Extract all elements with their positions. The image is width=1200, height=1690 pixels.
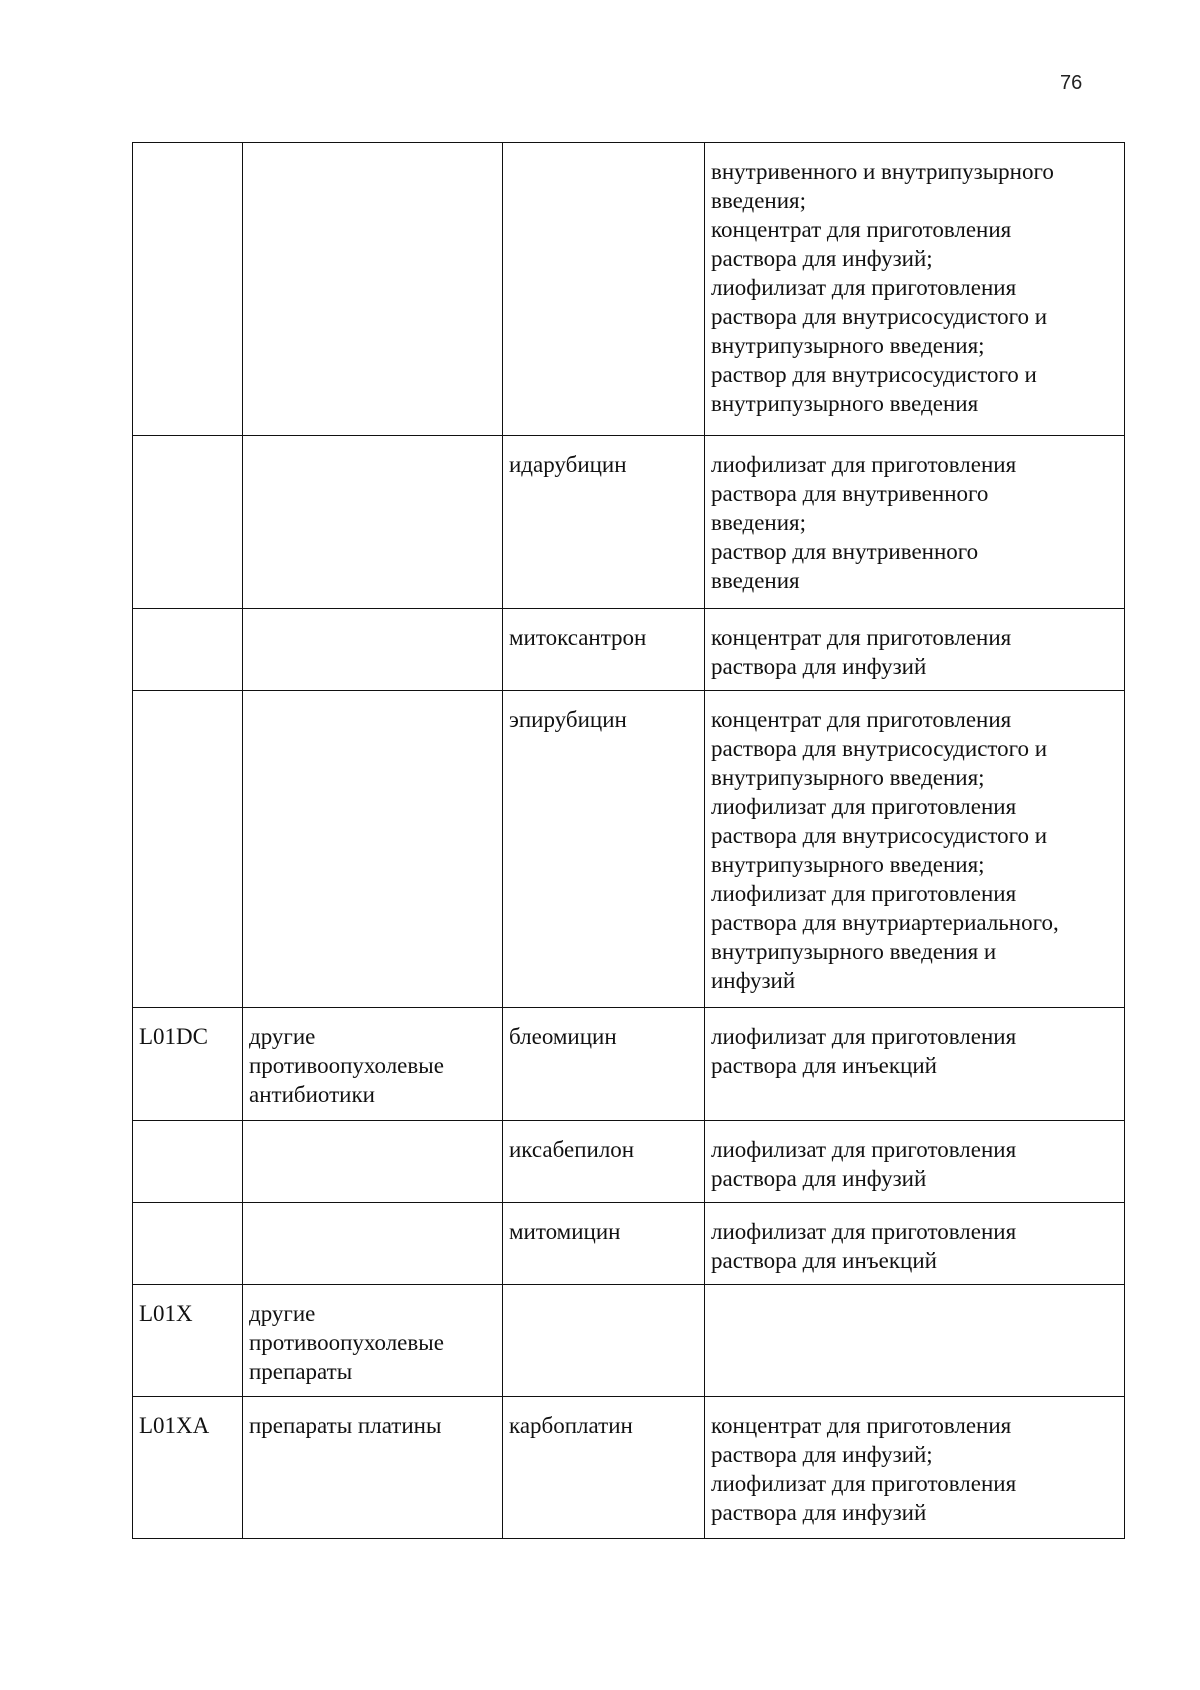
table-row [133,1285,1125,1397]
table-row [133,1397,1125,1539]
group-name-cell [243,1121,503,1203]
drug-name-cell: митомицин [503,1203,705,1285]
atc-code-cell [133,1203,243,1285]
table-row [133,1203,1125,1285]
drug-name-cell: эпирубицин [503,691,705,1008]
dosage-forms-cell: лиофилизат для приготовления раствора для инъекций [705,1203,1125,1285]
dosage-forms-cell: концентрат для приготовления раствора для внутрисосудистого и внутрипузырного введения; лиофилизат для приготовления раствора для внутрисосудистого и внутрипузырного введения; лиофилизат для приготовления раствора для внутриартериального, внутрипузырного введения и инфузий [705,691,1125,1008]
drug-table [132,142,1125,1539]
group-name-cell: препараты платины [243,1397,503,1539]
atc-code-cell: L01X [133,1285,243,1397]
table-row [133,436,1125,609]
dosage-forms-cell: лиофилизат для приготовления раствора для инъекций [705,1008,1125,1121]
group-name-cell [243,143,503,436]
group-name-cell [243,1203,503,1285]
group-name-cell [243,609,503,691]
dosage-forms-cell: концентрат для приготовления раствора для инфузий; лиофилизат для приготовления раствора для инфузий [705,1397,1125,1539]
atc-code-cell [133,691,243,1008]
atc-code-cell: L01XA [133,1397,243,1539]
dosage-forms-cell: лиофилизат для приготовления раствора для внутривенного введения; раствор для внутривенного введения [705,436,1125,609]
atc-code-cell [133,609,243,691]
drug-name-cell [503,1285,705,1397]
table-row [133,1008,1125,1121]
atc-code-cell [133,1121,243,1203]
group-name-cell [243,436,503,609]
dosage-forms-cell: лиофилизат для приготовления раствора для инфузий [705,1121,1125,1203]
drug-name-cell: карбоплатин [503,1397,705,1539]
drug-name-cell [503,143,705,436]
atc-code-cell [133,436,243,609]
dosage-forms-cell [705,1285,1125,1397]
atc-code-cell [133,143,243,436]
table-row [133,609,1125,691]
group-name-cell [243,691,503,1008]
drug-name-cell: иксабепилон [503,1121,705,1203]
drug-name-cell: блеомицин [503,1008,705,1121]
table-row [133,143,1125,436]
group-name-cell: другие противоопухолевые антибиотики [243,1008,503,1121]
dosage-forms-cell: внутривенного и внутрипузырного введения; концентрат для приготовления раствора для инфузий; лиофилизат для приготовления раствора для внутрисосудистого и внутрипузырного введения; раствор для внутрисосудистого и внутрипузырного введения [705,143,1125,436]
table-row [133,691,1125,1008]
dosage-forms-cell: концентрат для приготовления раствора для инфузий [705,609,1125,691]
drug-name-cell: митоксантрон [503,609,705,691]
page-number: 76 [1060,72,1083,94]
group-name-cell: другие противоопухолевые препараты [243,1285,503,1397]
table-row [133,1121,1125,1203]
atc-code-cell: L01DC [133,1008,243,1121]
drug-name-cell: идарубицин [503,436,705,609]
